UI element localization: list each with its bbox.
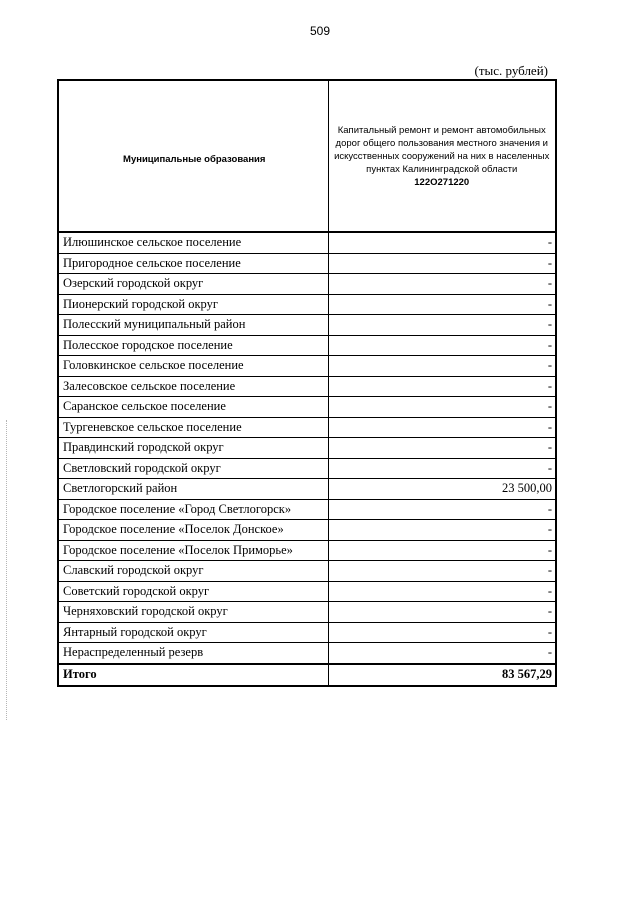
municipality-name: Черняховский городской округ bbox=[58, 602, 328, 623]
amount-value: 23 500,00 bbox=[328, 479, 556, 500]
table-body bbox=[58, 232, 556, 664]
table-row bbox=[58, 602, 556, 623]
municipality-name: Советский городской округ bbox=[58, 581, 328, 602]
table-header bbox=[58, 80, 556, 232]
table-row bbox=[58, 479, 556, 500]
municipality-name: Залесовское сельское поселение bbox=[58, 376, 328, 397]
municipality-name: Саранское сельское поселение bbox=[58, 397, 328, 418]
table-row bbox=[58, 274, 556, 295]
amount-value: - bbox=[328, 499, 556, 520]
amount-value: - bbox=[328, 540, 556, 561]
amount-value: - bbox=[328, 232, 556, 253]
municipality-name: Полесское городское поселение bbox=[58, 335, 328, 356]
amount-value: - bbox=[328, 458, 556, 479]
scan-margin-line bbox=[6, 420, 8, 720]
table-row bbox=[58, 540, 556, 561]
municipality-name: Славский городской округ bbox=[58, 561, 328, 582]
municipality-name: Нераспределенный резерв bbox=[58, 643, 328, 664]
amount-value: - bbox=[328, 397, 556, 418]
amount-value: - bbox=[328, 581, 556, 602]
table-row bbox=[58, 643, 556, 664]
total-value: 83 567,29 bbox=[328, 664, 556, 686]
municipality-name: Головкинское сельское поселение bbox=[58, 356, 328, 377]
municipality-name: Илюшинское сельское поселение bbox=[58, 232, 328, 253]
table-row bbox=[58, 315, 556, 336]
table-row bbox=[58, 581, 556, 602]
table-footer bbox=[58, 664, 556, 686]
amount-value: - bbox=[328, 335, 556, 356]
municipality-name: Правдинский городской округ bbox=[58, 438, 328, 459]
total-label: Итого bbox=[58, 664, 328, 686]
allocation-table bbox=[57, 79, 557, 687]
amount-value: - bbox=[328, 356, 556, 377]
amount-value: - bbox=[328, 438, 556, 459]
municipality-name: Полесский муниципальный район bbox=[58, 315, 328, 336]
amount-value: - bbox=[328, 274, 556, 295]
table-row bbox=[58, 356, 556, 377]
table-row bbox=[58, 253, 556, 274]
municipality-name: Светлогорский район bbox=[58, 479, 328, 500]
municipality-name: Тургеневское сельское поселение bbox=[58, 417, 328, 438]
table-row bbox=[58, 561, 556, 582]
municipality-name: Пригородное сельское поселение bbox=[58, 253, 328, 274]
table-row bbox=[58, 438, 556, 459]
table-row bbox=[58, 520, 556, 541]
amount-value: - bbox=[328, 253, 556, 274]
page-number: 509 bbox=[309, 24, 331, 38]
total-row bbox=[58, 664, 556, 686]
table-row bbox=[58, 622, 556, 643]
amount-value: - bbox=[328, 376, 556, 397]
table-row bbox=[58, 458, 556, 479]
municipality-name: Городское поселение «Поселок Приморье» bbox=[58, 540, 328, 561]
table-row bbox=[58, 335, 556, 356]
municipality-name: Озерский городской округ bbox=[58, 274, 328, 295]
table-row bbox=[58, 397, 556, 418]
amount-value: - bbox=[328, 622, 556, 643]
municipality-name: Городское поселение «Город Светлогорск» bbox=[58, 499, 328, 520]
units-label: (тыс. рублей) bbox=[474, 63, 548, 78]
amount-value: - bbox=[328, 294, 556, 315]
table-row bbox=[58, 376, 556, 397]
table-row bbox=[58, 417, 556, 438]
amount-value: - bbox=[328, 561, 556, 582]
table-row bbox=[58, 499, 556, 520]
amount-value: - bbox=[328, 602, 556, 623]
municipality-name: Пионерский городской округ bbox=[58, 294, 328, 315]
amount-value: - bbox=[328, 520, 556, 541]
amount-value: - bbox=[328, 643, 556, 664]
municipality-name: Светловский городской округ bbox=[58, 458, 328, 479]
column-header-road-repair bbox=[328, 80, 556, 232]
municipality-name: Городское поселение «Поселок Донское» bbox=[58, 520, 328, 541]
municipality-name: Янтарный городской округ bbox=[58, 622, 328, 643]
table-row bbox=[58, 294, 556, 315]
column-header-municipalities: Муниципальные образования bbox=[58, 80, 328, 232]
header-row bbox=[58, 80, 556, 232]
amount-value: - bbox=[328, 417, 556, 438]
table-row bbox=[58, 232, 556, 253]
column-header-road-repair-code: 122O271220 bbox=[414, 176, 470, 188]
amount-value: - bbox=[328, 315, 556, 336]
column-header-road-repair-text: Капитальный ремонт и ремонт автомобильных дорог общего пользования местного значения и искусственных сооружений на них в населенных пунктах Калининградской области bbox=[334, 124, 550, 175]
